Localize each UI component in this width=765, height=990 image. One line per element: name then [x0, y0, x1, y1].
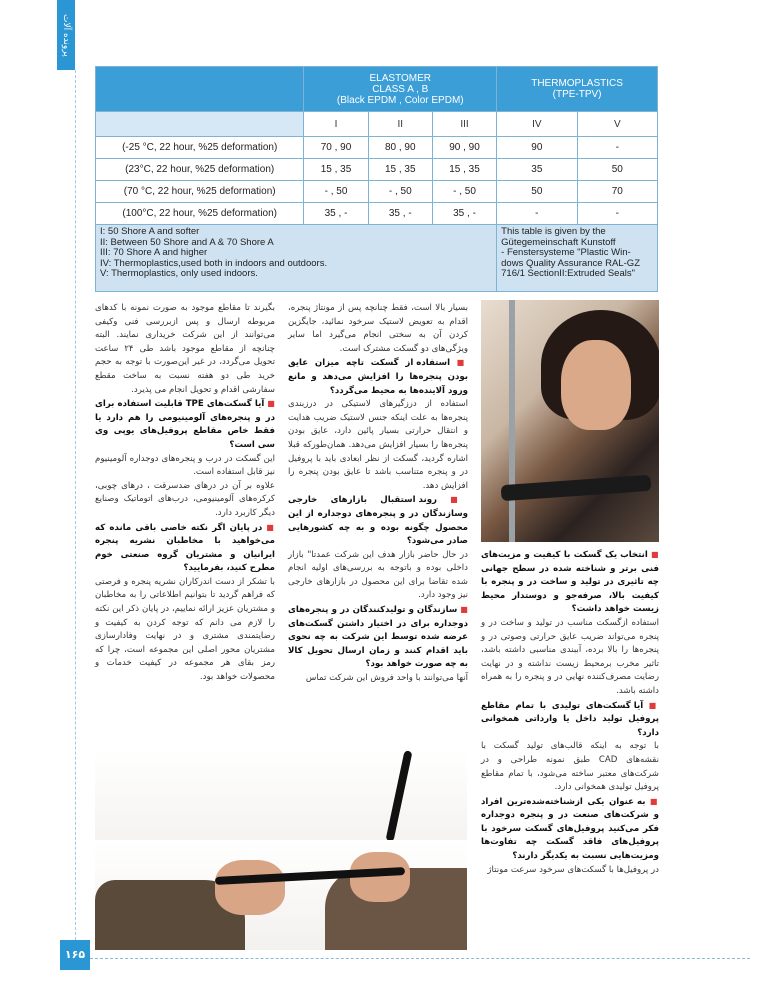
class-header: IV	[497, 112, 577, 137]
answer: علاوه بر آن در درهای ضدسرقت ، درهای چوبی، کرکره‌های آلومینیومی، درب‌های اتوماتیک وصنایع دیگر کاربرد دارد.	[95, 480, 275, 518]
table-cell: 15 , 35	[432, 159, 496, 181]
header-line: THERMOPLASTICS	[531, 78, 623, 89]
source-line: This table is given by the	[501, 226, 606, 237]
legend-line: V: Thermoplastics, only used indoors.	[100, 268, 258, 279]
answer: استفاده از درزگیرهای لاستیکی در درزبندی پنجره‌ها به علت اینکه جنس لاستیک ضریب هدایت و انتقال حرارتی بسیار پائین دارد، عایق بودن پنجره‌ها را بسیار افزایش می‌دهد. همان‌طورکه قبلا اشاره گردید، گسکت از نظر ابعادی باید با پروفیل در و پنجره متناسب باشد تا عایق بودن پنجره را افزایش دهد.	[288, 399, 468, 491]
header-line: (Black EPDM , Color EPDM)	[336, 94, 464, 106]
table-cell: -	[577, 203, 657, 225]
bottom-dashed-rule	[90, 958, 750, 959]
row-label: (70 °C, 22 hour, %25 deformation)	[96, 181, 304, 203]
question: ■ روند استقبال بازارهای خارجی وسازندگان در و پنجره‌های دوجداره از این محصول چگونه بوده و به چه کشورهایی صادر می‌شود؟	[288, 493, 468, 548]
table-cell: -	[577, 137, 657, 159]
answer: در پروفیل‌ها با گسکت‌های سرخود سرعت مونتاژ	[487, 864, 659, 875]
table-cell: 50	[577, 159, 657, 181]
table-cell: 70 , 90	[304, 137, 368, 159]
class-header: I	[304, 112, 368, 137]
table-cell: 35 , -	[304, 203, 368, 225]
answer: با توجه به اینکه قالب‌های تولید گسکت با نقشه‌های CAD طبق نمونه طراحی و در شرکت‌های معتبر ساخته می‌شود، با تمام مقاطع پروفیل تولیدی همخوانی دارد.	[481, 741, 659, 793]
class-label-corner	[96, 112, 304, 137]
legend-line: IV: Thermoplastics,used both in indoors and outdoors.	[100, 257, 328, 269]
class-header: V	[577, 112, 657, 137]
article-column-left	[95, 302, 275, 744]
row-label: (23°C, 22 hour, %25 deformation)	[96, 159, 304, 181]
answer: بسیار بالا است، فقط چنانچه پس از مونتاژ پنجره، اقدام به تعویض لاستیک سرخود نمائید، جایگزین کردن آن به سختی انجام می‌گیرد اما سایر ویژگی‌های دو گسکت مشترک است.	[288, 303, 468, 354]
answer: با تشکر از دست اندرکاران نشریه پنجره و فرصتی که فراهم گردید تا بتوانیم اطلاعاتی را به مخاطبان و مشتریان عزیز ارائه نماییم، در پایان ذکر این نکته را لازم می دانم که توجه کردن به کیفیت و رضایتمندی مشتری و در نهایت وفادارسازی مشتریان محور اصلی این مجموعه است، چرا که رمز بقای هر مجموعه در کیفیت خدمات و محصولات خواهد بود.	[95, 576, 275, 683]
legend-line: II: Between 50 Shore and A & 70 Shore A	[100, 236, 274, 248]
table-cell: 35 , -	[432, 203, 496, 225]
table-cell: - , 50	[368, 181, 432, 203]
photo-hands-stretching-gasket	[95, 840, 467, 950]
table-cell: 70	[577, 181, 657, 203]
source-line: 716/1 SectionII:Extruded Seals"	[501, 268, 635, 279]
row-label: (100°C, 22 hour, %25 deformation)	[96, 203, 304, 225]
table-cell: - , 50	[304, 181, 368, 203]
group-header-elastomer	[304, 67, 497, 112]
header-line: ELASTOMER	[369, 72, 432, 84]
table-cell: 90	[497, 137, 577, 159]
table-cell: 35 , -	[368, 203, 432, 225]
table-cell: - , 50	[432, 181, 496, 203]
article-column-right	[481, 548, 659, 948]
side-dashed-rule	[75, 70, 76, 950]
answer: آنها می‌توانند با واحد فروش این شرکت تماس	[305, 673, 468, 684]
question: ■ آیا گسکت‌های تولیدی با تمام مقاطع پروفیل تولید داخل یا وارداتی همخوانی دارد؟	[481, 699, 659, 741]
header-line: (TPE-TPV)	[552, 89, 602, 100]
table-cell: 50	[497, 181, 577, 203]
question: ■ انتخاب یک گسکت با کیفیت و مزیت‌های فنی برتر و شناخته شده در سطح جهانی چه تاثیری در تولید و ساخت در و پنجره با کیفیت بالا، صرفه‌جو و دوستدار محیط زیست خواهد داشت؟	[481, 548, 659, 617]
table-cell: 90 , 90	[432, 137, 496, 159]
question: ■ به عنوان یکی ازشناخته‌شده‌ترین افراد و شرکت‌های صنعت در و پنجره دوجداره فکر می‌کنید پروفیل‌های گسکت سرخود با پروفیل‌های فاقد گسکت چه تفاوت‌ها ومزیت‌هایی نسبت به یکدیگر دارند؟	[481, 795, 659, 864]
answer: بگیرند تا مقاطع موجود به صورت نمونه با کدهای مربوطه ارسال و پس ازبررسی فنی وکیفی می‌توانند از این شرکت خریداری نمایند. البته چنانچه از مقاطع موجود باشد طی ۲۴ ساعت تحویل می‌گردد، در غیر این‌صورت با توجه به حجم خرید طی دو هفته نسبت به ساخت مقطع سفارشی اقدام و تحویل انجام می پذیرد.	[95, 303, 275, 395]
question: ■ در پایان اگر نکته خاصی باقی مانده که می‌خواهید با مخاطبان نشریه پنجره ایرانیان و مشتریان گروه صنعتی خوم مطرح کنید، بفرمایید؟	[95, 521, 275, 576]
question: ■ آیا گسکت‌های TPE قابلیت استفاده برای در و پنجره‌های آلومینیومی را هم دارد یا فقط خاص مقاطع پروفیل‌های یوپی وی سی است؟	[95, 397, 275, 452]
table-cell: -	[497, 203, 577, 225]
table-cell: 35	[497, 159, 577, 181]
answer: استفاده ازگسکت مناسب در تولید و ساخت در و پنجره می‌تواند ضریب عایق حرارتی وصوتی در و پنجره‌ها را بالا برده، آببندی مناسبی داشته باشد، تاثیر مخرب برمحیط زیست نداشته و در نهایت رضایت مصرف‌کننده نهایی در و پنجره را به همراه داشته باشد.	[481, 617, 659, 696]
group-header-thermoplastics	[497, 67, 658, 112]
table-cell: 80 , 90	[368, 137, 432, 159]
header-line: CLASS A , B	[372, 83, 429, 95]
table-cell: 15 , 35	[304, 159, 368, 181]
legend-line: III: 70 Shore A and higher	[100, 247, 208, 258]
source-line: Gütegemeinschaft Kunstoff	[501, 236, 616, 248]
article-column-middle	[288, 302, 468, 744]
class-header: II	[368, 112, 432, 137]
row-label: (-25 °C, 22 hour, %25 deformation)	[96, 137, 304, 159]
table-source-note	[497, 225, 658, 292]
question: ■ استفاده از گسکت تاچه میزان عایق بودن پنجره‌ها را افزایش می‌دهد و مانع ورود آلاینده‌ها به محیط می‌گردد؟	[288, 356, 468, 398]
photo-gasket-strip-top	[95, 750, 467, 842]
legend-line: I: 50 Shore A and softer	[100, 226, 200, 237]
section-tab: پرونده آلات	[57, 0, 75, 70]
table-legend	[96, 225, 497, 292]
answer: در حال حاضر بازار هدف این شرکت عمدتا" بازار داخلی بوده و باتوجه به بررسی‌های اولیه انجام شده تقاضا برای این محصول در بازارهای خارجی نیز وجود دارد.	[288, 549, 468, 601]
page-number: ۱۶۵	[60, 940, 90, 970]
class-header: III	[432, 112, 496, 137]
table-cell: 15 , 35	[368, 159, 432, 181]
question: ■ سازندگان و تولیدکنندگان در و پنجره‌های دوجداره برای در اختیار داشتن گسکت‌های عرضه شده توسط این شرکت به چه نحوی باید اقدام کنند و زمان ارسال تحویل کالا به چه صورت خواهد بود؟	[288, 603, 468, 672]
source-line: - Fenstersysteme "Plastic Win-	[501, 247, 631, 258]
source-line: dows Quality Assurance RAL-GZ	[501, 257, 640, 269]
photo-woman-inspecting-gasket	[481, 300, 659, 542]
gasket-spec-table	[95, 66, 658, 292]
answer: این گسکت در درب و پنجره‌های دوجداره آلومینیوم نیز قابل استفاده است.	[95, 453, 275, 478]
table-corner	[96, 67, 304, 112]
